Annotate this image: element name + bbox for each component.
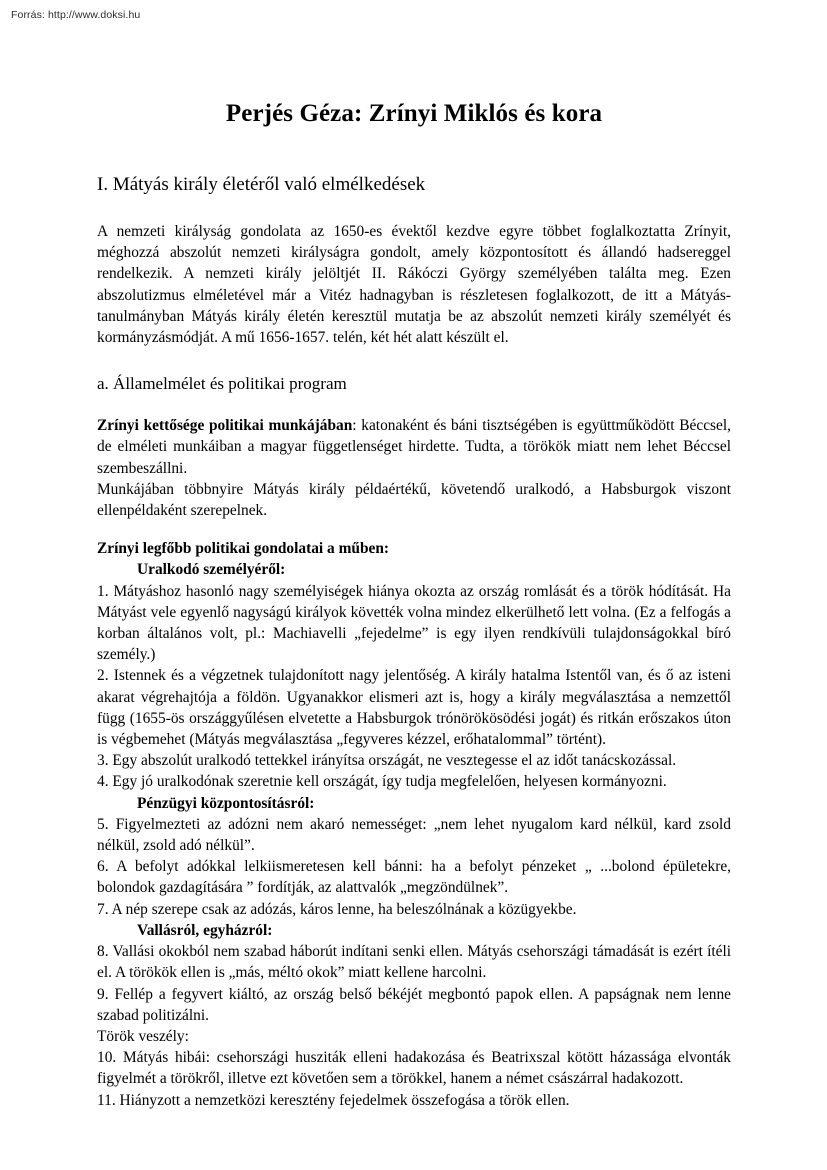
idea-group <box>97 559 731 580</box>
idea-item: 5. Figyelmezteti az adózni nem akaró nemességet: „nem lehet nyugalom kard nélkül, kard zsold nélkül, zsold adó nélkül”. <box>97 815 731 855</box>
spacer <box>97 521 731 538</box>
idea-group-label: Uralkodó személyéről: <box>137 561 286 579</box>
idea-item: 7. A nép szerepe csak az adózás, káros lenne, ha beleszólnának a közügyekbe. <box>97 900 577 918</box>
idea-group <box>97 920 731 941</box>
idea-item: 4. Egy jó uralkodónak szeretnie kell országát, így tudja megfelelően, helyesen kormányozni. <box>97 773 667 791</box>
idea-group <box>97 793 731 814</box>
idea-group-label: Török veszély: <box>97 1027 189 1045</box>
main-ideas-heading-text: Zrínyi legfőbb politikai gondolatai a műben: <box>97 540 390 558</box>
idea-group-label: Vallásról, egyházról: <box>137 921 273 939</box>
idea-group <box>97 1026 731 1047</box>
idea-item: 3. Egy abszolút uralkodó tettekkel irányítsa országát, ne vesztegesse el az időt tanácskozással. <box>97 752 677 770</box>
document-page <box>97 0 731 1111</box>
habsburg-paragraph: Munkájában többnyire Mátyás király példaértékű, követendő uralkodó, a Habsburgok viszont ellenpéldaként szerepelnek. <box>97 480 731 520</box>
source-watermark: Forrás: http://www.doksi.hu <box>11 9 141 21</box>
idea-item: 11. Hiányzott a nemzetközi keresztény fejedelmek összefogása a török ellen. <box>97 1091 570 1109</box>
idea-groups <box>97 559 731 1110</box>
idea-item: 10. Mátyás hibái: csehországi husziták elleni hadakozása és Beatrixszal kötött házassága elvonták figyelmét a törökről, illetve ezt követően sem a törökkel, hanem a német császárral hadakozott. <box>97 1049 731 1088</box>
idea-item: 6. A befolyt adókkal lelkiismeretesen kell bánni: ha a befolyt pénzeket „ ...bolond épületekre, bolondok gazdagítására ” fordítják, az alattvalók „megzöndülnek”. <box>97 858 731 897</box>
idea-item: 8. Vallási okokból nem szabad háborút indítani senki ellen. Mátyás csehországi támadását is ezért ítéli el. A törökök ellen is „más, méltó okok” miatt kellene harcolni. <box>97 943 731 982</box>
idea-item: 9. Fellép a fegyvert kiáltó, az ország belső békéjét megbontó papok ellen. A papságnak nem lenne szabad politizálni. <box>97 985 731 1024</box>
duality-paragraph <box>97 415 731 479</box>
duality-bold-lead: Zrínyi kettősége politikai munkájában <box>97 417 353 435</box>
idea-group-label: Pénzügyi központosításról: <box>137 794 315 812</box>
section-heading: I. Mátyás király életéről való elmélkedések <box>97 174 426 195</box>
main-ideas-heading <box>97 538 731 559</box>
subsection-heading: a. Államelmélet és politikai program <box>97 374 347 394</box>
intro-paragraph: A nemzeti királyság gondolata az 1650-es évektől kezdve egyre többet foglalkoztatta Zrínyit, méghozzá abszolút nemzeti királyságra gondolt, amely központosított és állandó hadsereggel rendelkezik. A nemzeti király jelöltjét II. Rákóczi György személyében találta meg. Ezen abszolutizmus elméletével már a Vitéz hadnagyban is részletesen foglalkozott, de itt a Mátyás-tanulmányban Mátyás király életén keresztül mutatja be az abszolút nemzeti király személyét és kormányzásmódját. A mű 1656-1657. telén, két hét alatt készült el. <box>97 223 731 347</box>
spacer <box>97 395 731 415</box>
duality-rest: : katonaként és báni tisztségében is együttműködött Béccsel, de elméleti munkáiban a magyar függetlenséget hirdette. Tudta, a törökök miatt nem lehet Béccsel szembeszállni. <box>97 417 731 477</box>
idea-item: 2. Istennek és a végzetnek tulajdonított nagy jelentőség. A király hatalma Istentől van, és ő az isteni akarat végrehajtója a földön. Ugyanakkor elismeri azt is, hogy a király megválasztása a nemzettől függ (1655-ös országgyűlésen elvetette a Habsburgok trónörökösödési jogát) és ritkán erőszakos úton is végbemehet (Mátyás megválasztása „fegyveres kézzel, erőhatalommal” történt). <box>97 667 731 749</box>
spacer <box>97 197 731 221</box>
idea-item: 1. Mátyáshoz hasonló nagy személyiségek hiánya okozta az ország romlását és a török hódítását. Ha Mátyást vele egyenlő nagyságú királyok követték volna mindez elkerülhető lett volna. (Ez a felfogás a korban általános volt, pl.: Machiavelli „fejedelme” is egy ilyen rendkívüli tulajdonságokkal bíró személy.) <box>97 582 731 664</box>
page-title: Perjés Géza: Zrínyi Miklós és kora <box>225 100 603 127</box>
